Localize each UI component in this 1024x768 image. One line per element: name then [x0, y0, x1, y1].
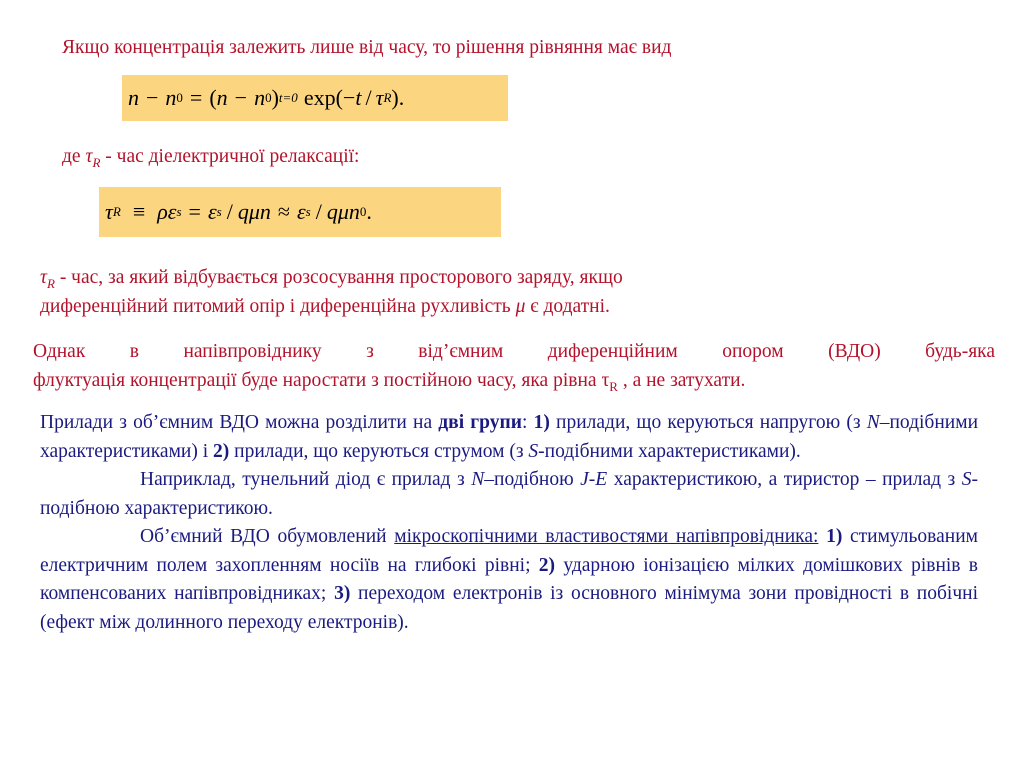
formula-concentration-decay: n − n 0 = ( n − n 0 ) t=0 exp(− t / τ R ).: [122, 75, 508, 121]
device-groups-block: [40, 409, 978, 637]
tau-explanation-line1: $\tau_R$ - час, за який відбувається розсосування просторового заряду, якщо: [40, 267, 623, 291]
ndr-fluctuation-line2: флуктуація концентрації буде наростати з постійною часу, яка рівна $\tau_R$ , а не затухати.: [33, 370, 746, 394]
ndr-fluctuation-line1: Однак в напівпровіднику з від’ємним диференційним опором (ВДО) будь-яка: [33, 341, 995, 362]
relaxation-definition: де $\tau_R$ - час діелектричної релаксації:: [62, 146, 360, 170]
tau-explanation-line2: диференційний питомий опір і диференційна рухливість μ є додатні.: [40, 296, 610, 317]
paragraph-device-groups: Прилади з об’ємним ВДО можна розділити на дві групи: 1) прилади, що керуються напругою (з N–подібними характеристиками) і 2) прилади, що керуються струмом (з S-подібними характеристиками).: [40, 412, 978, 462]
paragraph-mechanisms: Об’ємний ВДО обумовлений мікроскопічними властивостями напівпровідника: 1) стимульованим електричним полем захопленням носіїв на глибокі рівні; 2) ударною іонізацією мілких домішкових рівнів в компенсованих напівпровідниках; 3) переходом електронів із основного мінімума зони провідності в побічні (ефект між долинного переходу електронів).: [40, 526, 978, 633]
paragraph-examples: Наприклад, тунельний діод є прилад з N–подібною J-E характеристикою, а тиристор – прилад з S-подібною характеристикою.: [40, 469, 978, 519]
intro-text: Якщо концентрація залежить лише від часу, то рішення рівняння має вид: [62, 37, 672, 58]
formula-relaxation-time: τ R ≡ ρε s = ε s / qμn ≈ ε s / qμn 0 .: [99, 187, 501, 237]
